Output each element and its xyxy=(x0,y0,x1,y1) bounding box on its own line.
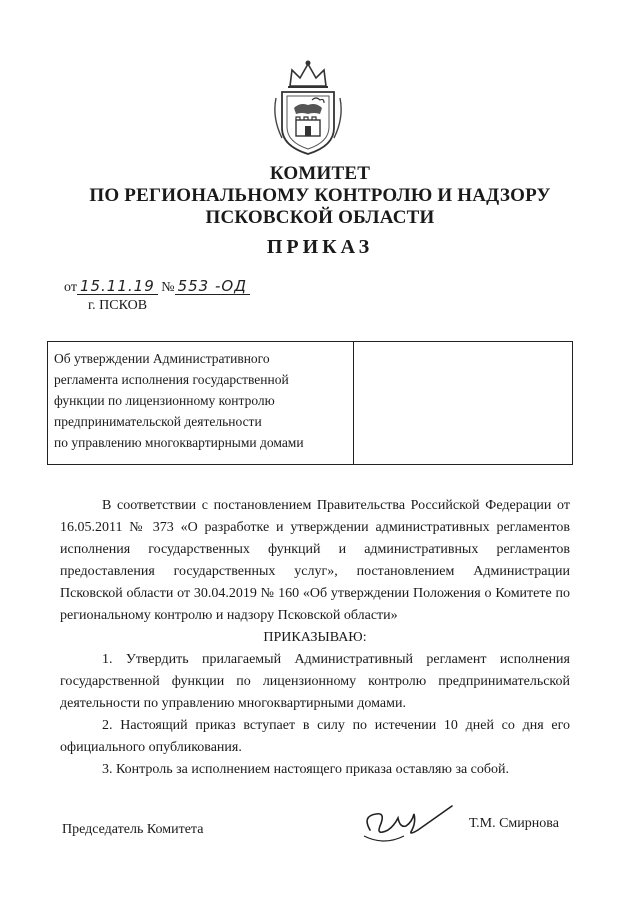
preamble: В соответствии с постановлением Правительства Российской Федерации от 16.05.2011 № 373 «О разработке и утверждении административных регламентов исполнения государственных функций и административных регламентов предоставления государственных услуг», постановлением Администрации Псковской области от 30.04.2019 № 160 «Об утверждении Положения о Комитете по региональному контролю и надзору Псковской области» xyxy=(60,498,570,623)
document-date: 15.11.19 xyxy=(77,278,158,295)
subject-text xyxy=(48,342,354,464)
signatory-name: Т.М. Смирнова xyxy=(469,816,559,831)
subject-box xyxy=(47,341,573,465)
signature-row xyxy=(62,816,570,846)
subject-line: регламента исполнения государственной xyxy=(54,372,289,387)
committee-title-line-1: КОМИТЕТ xyxy=(269,163,371,184)
number-prefix: № xyxy=(161,280,175,295)
order-item: 3. Контроль за исполнением настоящего приказа оставляю за собой. xyxy=(102,762,510,777)
committee-title-line-2: ПО РЕГИОНАЛЬНОМУ КОНТРОЛЮ И НАДЗОРУ xyxy=(89,185,551,206)
city: г. ПСКОВ xyxy=(88,298,148,313)
document-type: ПРИКАЗ xyxy=(266,236,374,258)
order-item: 2. Настоящий приказ вступает в силу по истечении 10 дней со дня его официального опубликования. xyxy=(60,718,570,755)
subject-line: предпринимательской деятельности xyxy=(54,414,262,429)
document-number: 553 -ОД xyxy=(175,278,250,295)
date-prefix: от xyxy=(64,280,77,295)
order-item: 1. Утвердить прилагаемый Административный регламент исполнения государственной функции по лицензионному контролю предпринимательской деятельности по управлению многоквартирными домами. xyxy=(60,652,570,711)
subject-box-empty-cell xyxy=(354,342,572,464)
document-body xyxy=(60,495,570,781)
subject-line: Об утверждении Административного xyxy=(54,351,270,366)
pskov-coat-of-arms-icon xyxy=(268,58,348,158)
committee-title-line-3: ПСКОВСКОЙ ОБЛАСТИ xyxy=(205,207,435,228)
date-number-line xyxy=(64,278,250,296)
order-word: ПРИКАЗЫВАЮ: xyxy=(263,630,367,645)
signatory-title: Председатель Комитета xyxy=(62,822,204,837)
subject-line: по управлению многоквартирными домами xyxy=(54,435,304,450)
handwritten-signature-icon xyxy=(352,800,462,850)
subject-line: функции по лицензионному контролю xyxy=(54,393,275,408)
